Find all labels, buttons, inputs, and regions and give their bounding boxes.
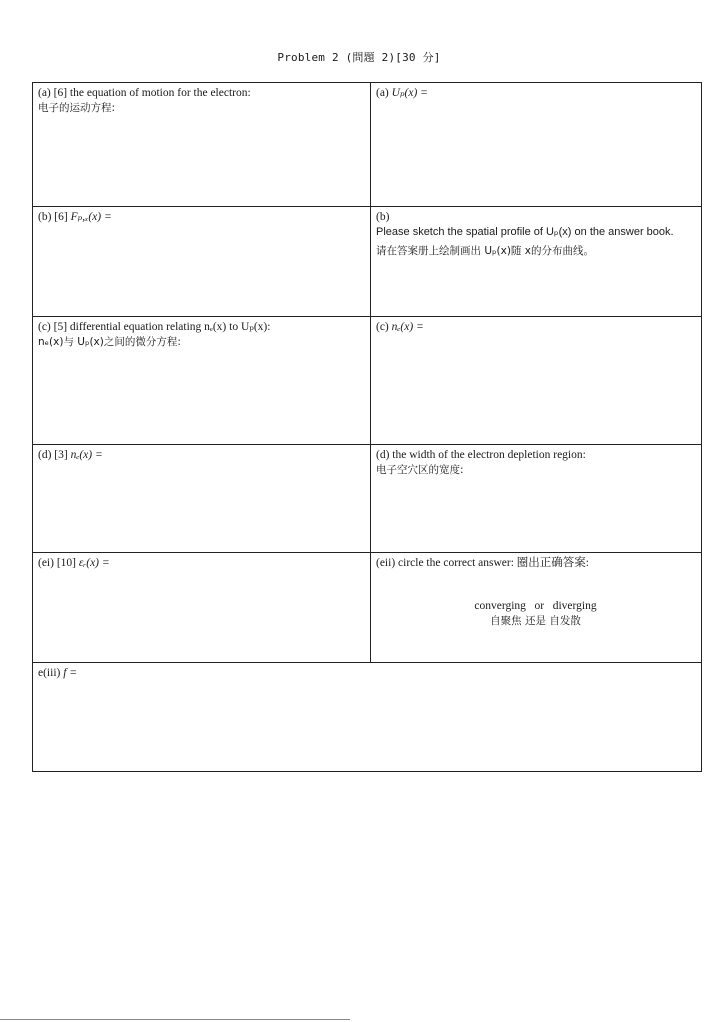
question-a-text-zh: 电子的运动方程: (38, 102, 116, 114)
choice-option-en[interactable]: converging or diverging (474, 600, 597, 612)
question-eiii-formula: f = (63, 667, 78, 679)
answer-row-eiii (33, 663, 701, 771)
answer-cell-d-left[interactable] (33, 445, 371, 552)
question-c-text: (c) [5] differential equation relating nₑ(x) to Uₚ(x): (38, 321, 271, 333)
answer-row-b (33, 207, 701, 317)
question-a-text: (a) [6] the equation of motion for the electron: (38, 87, 251, 99)
question-d-label: (d) [3] (38, 449, 71, 461)
question-b-sketch-label: (b) (376, 211, 390, 223)
question-b-sketch-text-zh: 请在答案册上绘制画出 Uₚ(x)随 x的分布曲线。 (376, 245, 594, 257)
question-c-formula: nₑ(x) = (391, 321, 424, 333)
question-eiii-label: e(iii) (38, 667, 64, 679)
question-d-formula: nₑ(x) = (70, 449, 103, 461)
answer-cell-eiii[interactable] (33, 663, 701, 771)
question-ei-formula: εᵣ(x) = (78, 557, 110, 569)
answer-cell-b-right[interactable] (371, 207, 700, 316)
answer-table (32, 82, 702, 772)
page-title: Problem 2 (問題 2)[30 分] (277, 51, 441, 64)
answer-row-a (33, 83, 701, 207)
answer-cell-a-right[interactable] (371, 83, 700, 206)
question-ei-label: (ei) [10] (38, 557, 79, 569)
answer-row-d (33, 445, 701, 553)
question-d-width-text: (d) the width of the electron depletion region: (376, 449, 586, 461)
page-edge-line (0, 1019, 350, 1020)
answer-cell-b-left[interactable] (33, 207, 371, 316)
answer-cell-eii[interactable] (371, 553, 700, 662)
answer-row-e (33, 553, 701, 663)
answer-cell-c-left[interactable] (33, 317, 371, 444)
question-b-sketch-text: Please sketch the spatial profile of Uₚ(x) on the answer book. (376, 226, 674, 238)
answer-cell-ei[interactable] (33, 553, 371, 662)
answer-cell-d-right[interactable] (371, 445, 700, 552)
answer-cell-c-right[interactable] (371, 317, 700, 444)
answer-row-c (33, 317, 701, 445)
answer-cell-a-left[interactable] (33, 83, 371, 206)
question-a-label: (a) (376, 87, 392, 99)
choice-block (371, 599, 700, 629)
question-c-label: (c) (376, 321, 392, 333)
question-a-formula: Uₚ(x) = (391, 87, 428, 99)
question-eii-text: (eii) circle the correct answer: 圈出正确答案: (376, 557, 589, 569)
question-b-label: (b) [6] (38, 211, 71, 223)
question-d-width-text-zh: 电子空穴区的宽度: (376, 464, 464, 476)
question-b-formula: Fₚ,ₓ(x) = (70, 211, 112, 223)
choice-option-zh[interactable]: 自聚焦 还是 自发散 (490, 615, 581, 627)
question-c-text-zh: nₑ(x)与 Uₚ(x)之间的微分方程: (38, 336, 181, 348)
